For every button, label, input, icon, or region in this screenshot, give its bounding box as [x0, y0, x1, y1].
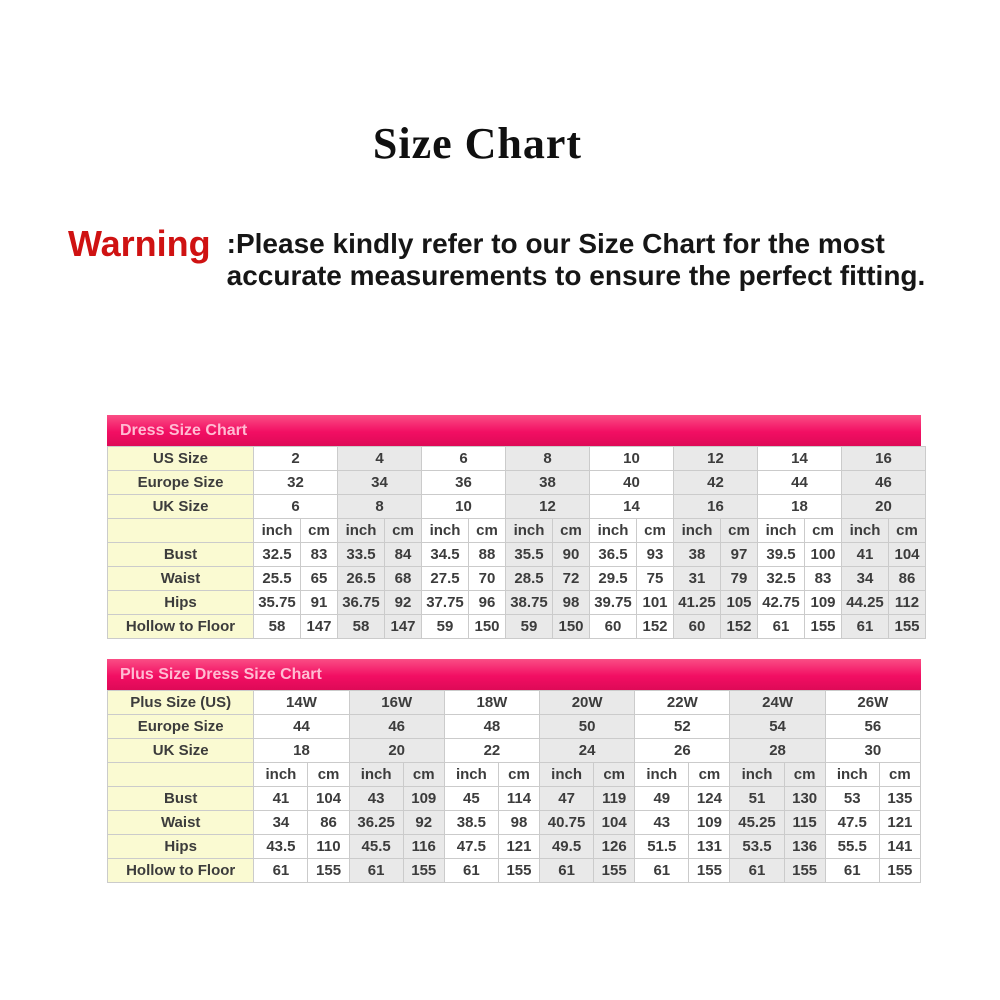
value-cm-cell: 136: [784, 835, 825, 859]
size-cell: 14: [590, 495, 674, 519]
size-cell: 26: [635, 739, 730, 763]
size-cell: 12: [674, 447, 758, 471]
value-cm-cell: 116: [403, 835, 444, 859]
measurement-row: [108, 835, 921, 859]
unit-inch-cell: inch: [444, 763, 498, 787]
plus-size-dress-size-chart-section: [107, 659, 921, 883]
unit-inch-cell: inch: [825, 763, 879, 787]
value-inch-cell: 25.5: [254, 567, 301, 591]
size-cell: 54: [730, 715, 825, 739]
value-cm-cell: 109: [403, 787, 444, 811]
size-cell: 42: [674, 471, 758, 495]
value-inch-cell: 53.5: [730, 835, 784, 859]
value-cm-cell: 147: [301, 615, 338, 639]
size-cell: 18: [254, 739, 349, 763]
value-cm-cell: 155: [689, 859, 730, 883]
value-inch-cell: 51.5: [635, 835, 689, 859]
value-inch-cell: 45.25: [730, 811, 784, 835]
value-inch-cell: 33.5: [338, 543, 385, 567]
plus-size-dress-size-chart-title: Plus Size Dress Size Chart: [120, 666, 322, 683]
value-cm-cell: 72: [553, 567, 590, 591]
value-cm-cell: 100: [805, 543, 842, 567]
measurement-row: [108, 567, 926, 591]
size-cell: 10: [590, 447, 674, 471]
size-cell: 36: [422, 471, 506, 495]
size-row: [108, 715, 921, 739]
dress-size-chart-title: Dress Size Chart: [120, 422, 248, 439]
value-cm-cell: 97: [721, 543, 758, 567]
row-label-cell: Bust: [108, 543, 254, 567]
row-label-cell: Waist: [108, 811, 254, 835]
value-cm-cell: 110: [308, 835, 349, 859]
row-label-cell: Europe Size: [108, 471, 254, 495]
value-inch-cell: 47: [540, 787, 594, 811]
value-cm-cell: 92: [385, 591, 422, 615]
value-inch-cell: 58: [338, 615, 385, 639]
unit-inch-cell: inch: [758, 519, 805, 543]
value-cm-cell: 131: [689, 835, 730, 859]
size-cell: 14: [758, 447, 842, 471]
value-cm-cell: 91: [301, 591, 338, 615]
unit-inch-cell: inch: [590, 519, 637, 543]
value-inch-cell: 31: [674, 567, 721, 591]
size-cell: 8: [338, 495, 422, 519]
size-row: [108, 739, 921, 763]
warning-text-line1: :Please kindly refer to our Size Chart for the most: [226, 228, 885, 259]
warning-block: [68, 223, 926, 292]
value-inch-cell: 36.75: [338, 591, 385, 615]
value-inch-cell: 61: [349, 859, 403, 883]
value-inch-cell: 58: [254, 615, 301, 639]
value-inch-cell: 47.5: [444, 835, 498, 859]
value-inch-cell: 51: [730, 787, 784, 811]
value-cm-cell: 75: [637, 567, 674, 591]
value-inch-cell: 61: [540, 859, 594, 883]
unit-inch-cell: inch: [349, 763, 403, 787]
value-inch-cell: 47.5: [825, 811, 879, 835]
value-cm-cell: 93: [637, 543, 674, 567]
value-cm-cell: 124: [689, 787, 730, 811]
value-cm-cell: 152: [721, 615, 758, 639]
value-cm-cell: 92: [403, 811, 444, 835]
row-label-cell: Hips: [108, 835, 254, 859]
value-cm-cell: 70: [469, 567, 506, 591]
size-cell: 6: [254, 495, 338, 519]
page-title: Size Chart: [372, 119, 583, 168]
value-inch-cell: 61: [254, 859, 308, 883]
unit-cm-cell: cm: [469, 519, 506, 543]
warning-text-line2: accurate measurements to ensure the perfect fitting.: [226, 260, 926, 291]
value-cm-cell: 155: [594, 859, 635, 883]
value-inch-cell: 61: [825, 859, 879, 883]
value-cm-cell: 83: [805, 567, 842, 591]
value-cm-cell: 109: [805, 591, 842, 615]
value-cm-cell: 79: [721, 567, 758, 591]
value-cm-cell: 96: [469, 591, 506, 615]
value-inch-cell: 53: [825, 787, 879, 811]
value-inch-cell: 27.5: [422, 567, 469, 591]
size-cell: 6: [422, 447, 506, 471]
value-cm-cell: 112: [889, 591, 926, 615]
value-cm-cell: 84: [385, 543, 422, 567]
value-inch-cell: 38: [674, 543, 721, 567]
measurement-row: [108, 811, 921, 835]
value-inch-cell: 34: [254, 811, 308, 835]
size-cell: 56: [825, 715, 920, 739]
value-inch-cell: 38.75: [506, 591, 553, 615]
value-inch-cell: 41.25: [674, 591, 721, 615]
unit-cm-cell: cm: [553, 519, 590, 543]
size-cell: 14W: [254, 691, 349, 715]
size-cell: 50: [540, 715, 635, 739]
value-inch-cell: 49: [635, 787, 689, 811]
unit-cm-cell: cm: [308, 763, 349, 787]
measurement-row: [108, 859, 921, 883]
value-cm-cell: 109: [689, 811, 730, 835]
value-cm-cell: 155: [403, 859, 444, 883]
value-inch-cell: 43: [635, 811, 689, 835]
unit-cm-cell: cm: [721, 519, 758, 543]
size-cell: 20: [842, 495, 926, 519]
value-cm-cell: 119: [594, 787, 635, 811]
size-cell: 20: [349, 739, 444, 763]
row-label-cell: UK Size: [108, 739, 254, 763]
value-cm-cell: 101: [637, 591, 674, 615]
row-label-cell: Hollow to Floor: [108, 859, 254, 883]
value-cm-cell: 150: [469, 615, 506, 639]
size-cell: 20W: [540, 691, 635, 715]
value-inch-cell: 44.25: [842, 591, 889, 615]
size-row: [108, 495, 926, 519]
size-cell: 40: [590, 471, 674, 495]
unit-cm-cell: cm: [403, 763, 444, 787]
value-inch-cell: 34: [842, 567, 889, 591]
value-cm-cell: 86: [308, 811, 349, 835]
unit-cm-cell: cm: [637, 519, 674, 543]
row-label-cell: [108, 519, 254, 543]
value-inch-cell: 36.5: [590, 543, 637, 567]
size-cell: 18W: [444, 691, 539, 715]
value-inch-cell: 60: [590, 615, 637, 639]
value-inch-cell: 45: [444, 787, 498, 811]
row-label-cell: Plus Size (US): [108, 691, 254, 715]
value-cm-cell: 90: [553, 543, 590, 567]
size-cell: 24: [540, 739, 635, 763]
value-cm-cell: 83: [301, 543, 338, 567]
size-cell: 46: [842, 471, 926, 495]
size-cell: 8: [506, 447, 590, 471]
value-inch-cell: 60: [674, 615, 721, 639]
measurement-row: [108, 615, 926, 639]
unit-cm-cell: cm: [385, 519, 422, 543]
size-cell: 38: [506, 471, 590, 495]
unit-inch-cell: inch: [730, 763, 784, 787]
size-cell: 16: [842, 447, 926, 471]
size-cell: 28: [730, 739, 825, 763]
unit-row: [108, 763, 921, 787]
size-cell: 48: [444, 715, 539, 739]
value-inch-cell: 59: [506, 615, 553, 639]
value-cm-cell: 88: [469, 543, 506, 567]
value-inch-cell: 32.5: [254, 543, 301, 567]
value-cm-cell: 155: [879, 859, 920, 883]
unit-row: [108, 519, 926, 543]
value-inch-cell: 43: [349, 787, 403, 811]
dress-size-chart-table: [107, 446, 926, 639]
value-inch-cell: 43.5: [254, 835, 308, 859]
unit-cm-cell: cm: [784, 763, 825, 787]
value-cm-cell: 114: [498, 787, 539, 811]
row-label-cell: UK Size: [108, 495, 254, 519]
value-cm-cell: 150: [553, 615, 590, 639]
size-row: [108, 447, 926, 471]
value-inch-cell: 41: [842, 543, 889, 567]
size-cell: 34: [338, 471, 422, 495]
value-inch-cell: 32.5: [758, 567, 805, 591]
size-cell: 24W: [730, 691, 825, 715]
value-cm-cell: 104: [889, 543, 926, 567]
unit-inch-cell: inch: [338, 519, 385, 543]
value-inch-cell: 26.5: [338, 567, 385, 591]
value-cm-cell: 105: [721, 591, 758, 615]
plus-size-dress-size-chart-title-bar: [107, 659, 921, 690]
unit-cm-cell: cm: [805, 519, 842, 543]
measurement-row: [108, 543, 926, 567]
size-cell: 52: [635, 715, 730, 739]
size-cell: 22W: [635, 691, 730, 715]
value-inch-cell: 61: [444, 859, 498, 883]
value-inch-cell: 37.75: [422, 591, 469, 615]
size-cell: 16: [674, 495, 758, 519]
value-cm-cell: 98: [553, 591, 590, 615]
value-cm-cell: 126: [594, 835, 635, 859]
row-label-cell: Hollow to Floor: [108, 615, 254, 639]
value-inch-cell: 41: [254, 787, 308, 811]
unit-inch-cell: inch: [635, 763, 689, 787]
value-inch-cell: 55.5: [825, 835, 879, 859]
value-cm-cell: 155: [784, 859, 825, 883]
dress-size-chart-title-bar: [107, 415, 921, 446]
value-inch-cell: 42.75: [758, 591, 805, 615]
unit-cm-cell: cm: [889, 519, 926, 543]
value-cm-cell: 104: [594, 811, 635, 835]
value-inch-cell: 28.5: [506, 567, 553, 591]
size-cell: 44: [254, 715, 349, 739]
value-cm-cell: 155: [498, 859, 539, 883]
value-inch-cell: 61: [730, 859, 784, 883]
value-cm-cell: 98: [498, 811, 539, 835]
value-inch-cell: 39.75: [590, 591, 637, 615]
size-cell: 18: [758, 495, 842, 519]
unit-cm-cell: cm: [879, 763, 920, 787]
unit-inch-cell: inch: [422, 519, 469, 543]
size-row: [108, 471, 926, 495]
value-cm-cell: 152: [637, 615, 674, 639]
unit-cm-cell: cm: [301, 519, 338, 543]
plus-size-dress-size-chart-table: [107, 690, 921, 883]
value-inch-cell: 59: [422, 615, 469, 639]
row-label-cell: US Size: [108, 447, 254, 471]
value-cm-cell: 104: [308, 787, 349, 811]
size-cell: 16W: [349, 691, 444, 715]
value-inch-cell: 34.5: [422, 543, 469, 567]
measurement-row: [108, 787, 921, 811]
value-inch-cell: 61: [635, 859, 689, 883]
value-inch-cell: 61: [758, 615, 805, 639]
value-inch-cell: 39.5: [758, 543, 805, 567]
value-inch-cell: 35.5: [506, 543, 553, 567]
size-cell: 2: [254, 447, 338, 471]
value-inch-cell: 40.75: [540, 811, 594, 835]
value-cm-cell: 135: [879, 787, 920, 811]
value-cm-cell: 155: [805, 615, 842, 639]
row-label-cell: Europe Size: [108, 715, 254, 739]
unit-cm-cell: cm: [689, 763, 730, 787]
value-inch-cell: 38.5: [444, 811, 498, 835]
unit-cm-cell: cm: [594, 763, 635, 787]
size-cell: 44: [758, 471, 842, 495]
warning-text: [227, 228, 926, 292]
value-cm-cell: 68: [385, 567, 422, 591]
value-cm-cell: 155: [308, 859, 349, 883]
warning-label: Warning: [68, 223, 211, 264]
size-cell: 10: [422, 495, 506, 519]
value-inch-cell: 49.5: [540, 835, 594, 859]
row-label-cell: [108, 763, 254, 787]
value-inch-cell: 35.75: [254, 591, 301, 615]
row-label-cell: Hips: [108, 591, 254, 615]
value-cm-cell: 115: [784, 811, 825, 835]
unit-inch-cell: inch: [674, 519, 721, 543]
unit-inch-cell: inch: [506, 519, 553, 543]
value-cm-cell: 121: [498, 835, 539, 859]
size-cell: 30: [825, 739, 920, 763]
unit-inch-cell: inch: [254, 763, 308, 787]
value-cm-cell: 86: [889, 567, 926, 591]
value-inch-cell: 45.5: [349, 835, 403, 859]
value-cm-cell: 141: [879, 835, 920, 859]
unit-inch-cell: inch: [540, 763, 594, 787]
dress-size-chart-section: [107, 415, 921, 639]
unit-cm-cell: cm: [498, 763, 539, 787]
value-cm-cell: 130: [784, 787, 825, 811]
size-cell: 46: [349, 715, 444, 739]
size-cell: 26W: [825, 691, 920, 715]
value-cm-cell: 121: [879, 811, 920, 835]
unit-inch-cell: inch: [842, 519, 889, 543]
size-cell: 12: [506, 495, 590, 519]
size-row: [108, 691, 921, 715]
size-cell: 4: [338, 447, 422, 471]
value-cm-cell: 65: [301, 567, 338, 591]
value-inch-cell: 36.25: [349, 811, 403, 835]
value-cm-cell: 155: [889, 615, 926, 639]
size-cell: 32: [254, 471, 338, 495]
unit-inch-cell: inch: [254, 519, 301, 543]
value-inch-cell: 61: [842, 615, 889, 639]
value-inch-cell: 29.5: [590, 567, 637, 591]
size-cell: 22: [444, 739, 539, 763]
row-label-cell: Waist: [108, 567, 254, 591]
measurement-row: [108, 591, 926, 615]
value-cm-cell: 147: [385, 615, 422, 639]
row-label-cell: Bust: [108, 787, 254, 811]
